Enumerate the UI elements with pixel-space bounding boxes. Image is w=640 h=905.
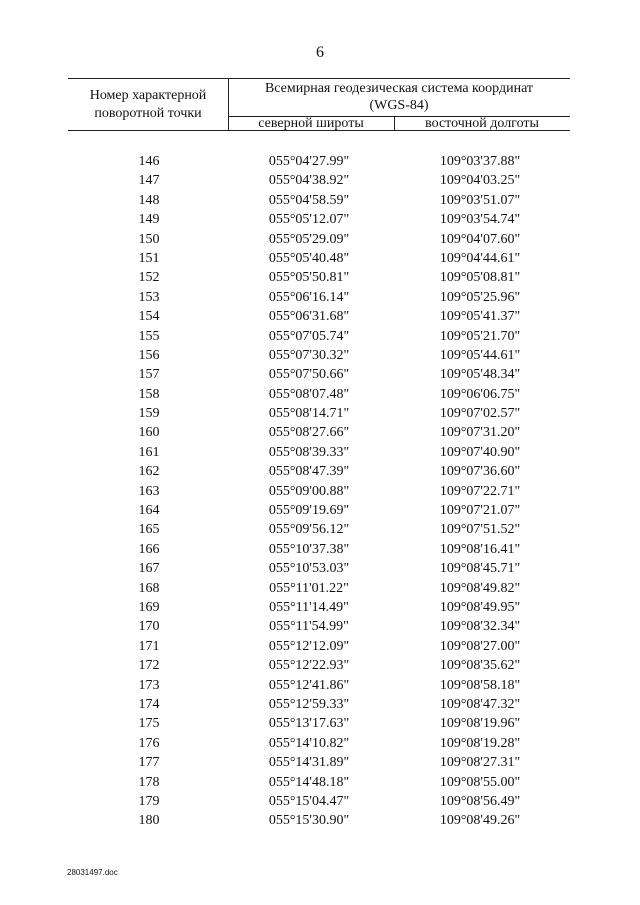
longitude-cell: 109°08'56.49" — [439, 793, 521, 809]
point-number-cell: 177 — [138, 755, 160, 771]
longitude-cell: 109°08'49.26" — [439, 813, 521, 829]
table-row — [0, 773, 640, 792]
table-row — [0, 404, 640, 423]
latitude-cell: 055°04'58.59" — [268, 192, 350, 208]
table-row — [0, 268, 640, 287]
point-number-column-header — [68, 87, 228, 123]
longitude-cell: 109°03'37.88" — [439, 154, 521, 169]
point-number-cell: 165 — [138, 522, 160, 538]
latitude-cell: 055°14'31.89" — [268, 755, 350, 771]
latitude-cell: 055°09'00.88" — [268, 483, 350, 499]
point-number-cell: 157 — [138, 367, 160, 383]
point-number-cell: 174 — [138, 696, 160, 712]
header-top-rule — [68, 78, 570, 79]
table-row — [0, 559, 640, 578]
latitude-cell: 055°09'56.12" — [268, 522, 350, 538]
table-row — [0, 501, 640, 520]
latitude-cell: 055°11'54.99" — [269, 619, 349, 635]
point-number-cell: 149 — [138, 212, 160, 228]
latitude-cell: 055°14'10.82" — [268, 735, 350, 751]
latitude-cell: 055°08'14.71" — [268, 406, 350, 422]
point-number-cell: 154 — [138, 309, 160, 325]
coordinate-system-header-line2: (WGS-84) — [369, 98, 429, 113]
table-header — [68, 78, 570, 132]
point-number-cell: 169 — [138, 599, 160, 615]
longitude-cell: 109°08'45.71" — [439, 561, 521, 577]
table-row — [0, 598, 640, 617]
longitude-cell: 109°08'19.28" — [439, 735, 521, 751]
table-row — [0, 462, 640, 481]
latitude-cell: 055°12'22.93" — [268, 658, 350, 674]
latitude-cell: 055°05'29.09" — [268, 231, 350, 247]
latitude-cell: 055°10'53.03" — [268, 561, 350, 577]
longitude-cell: 109°05'08.81" — [439, 270, 521, 286]
longitude-cell: 109°05'21.70" — [439, 328, 521, 344]
latitude-cell: 055°06'31.68" — [268, 309, 350, 325]
point-number-header-line1: Номер характерной — [89, 88, 207, 103]
longitude-cell: 109°07'36.60" — [439, 464, 521, 480]
latitude-cell: 055°07'30.32" — [268, 347, 350, 363]
point-number-cell: 156 — [138, 347, 160, 363]
latitude-column-header: северной широты — [258, 116, 364, 131]
longitude-cell: 109°08'16.41" — [439, 541, 521, 557]
longitude-cell: 109°06'06.75" — [439, 386, 521, 402]
table-row — [0, 656, 640, 675]
point-number-cell: 160 — [138, 425, 160, 441]
point-number-cell: 176 — [138, 735, 160, 751]
table-row — [0, 191, 640, 210]
document-filename: 28031497.doc — [67, 868, 118, 877]
longitude-cell: 109°07'22.71" — [439, 483, 521, 499]
latitude-cell: 055°11'01.22" — [269, 580, 349, 596]
longitude-cell: 109°07'02.57" — [439, 406, 521, 422]
point-number-cell: 180 — [138, 813, 160, 829]
table-row — [0, 307, 640, 326]
table-row — [0, 579, 640, 598]
point-number-cell: 175 — [138, 716, 160, 732]
point-number-cell: 158 — [138, 386, 160, 402]
latitude-cell: 055°08'27.66" — [268, 425, 350, 441]
longitude-cell: 109°04'44.61" — [439, 250, 521, 266]
table-row — [0, 520, 640, 539]
table-row — [0, 540, 640, 559]
latitude-cell: 055°15'30.90" — [268, 813, 350, 829]
longitude-cell: 109°07'31.20" — [439, 425, 521, 441]
longitude-cell: 109°05'48.34" — [439, 367, 521, 383]
latitude-cell: 055°07'05.74" — [268, 328, 350, 344]
longitude-cell: 109°05'41.37" — [439, 309, 521, 325]
longitude-cell: 109°03'51.07" — [439, 192, 521, 208]
table-row — [0, 171, 640, 190]
point-number-cell: 178 — [138, 774, 160, 790]
page-number: 6 — [316, 44, 324, 61]
point-number-cell: 173 — [138, 677, 160, 693]
point-number-cell: 155 — [138, 328, 160, 344]
latitude-cell: 055°08'39.33" — [268, 444, 350, 460]
table-row — [0, 714, 640, 733]
longitude-cell: 109°05'44.61" — [439, 347, 521, 363]
longitude-cell: 109°05'25.96" — [439, 289, 521, 305]
table-row — [0, 695, 640, 714]
latitude-cell: 055°05'40.48" — [268, 250, 350, 266]
point-number-cell: 163 — [138, 483, 160, 499]
coordinate-system-header-line1: Всемирная геодезическая система координат — [264, 81, 534, 96]
latitude-cell: 055°10'37.38" — [268, 541, 350, 557]
point-number-cell: 150 — [138, 231, 160, 247]
latitude-cell: 055°13'17.63" — [268, 716, 350, 732]
longitude-cell: 109°08'32.34" — [439, 619, 521, 635]
table-row — [0, 385, 640, 404]
table-row — [0, 327, 640, 346]
point-number-cell: 159 — [138, 406, 160, 422]
point-number-cell: 166 — [138, 541, 160, 557]
table-row — [0, 230, 640, 249]
point-number-cell: 151 — [138, 250, 160, 266]
longitude-cell: 109°08'27.31" — [439, 755, 521, 771]
point-number-cell: 162 — [138, 464, 160, 480]
latitude-cell: 055°11'14.49" — [269, 599, 349, 615]
table-row — [0, 365, 640, 384]
point-number-cell: 153 — [138, 289, 160, 305]
point-number-cell: 171 — [138, 638, 160, 654]
table-row — [0, 346, 640, 365]
table-row — [0, 423, 640, 442]
table-row — [0, 443, 640, 462]
point-number-cell: 172 — [138, 658, 160, 674]
point-number-cell: 148 — [138, 192, 160, 208]
point-number-cell: 147 — [138, 173, 160, 189]
latitude-cell: 055°04'38.92" — [268, 173, 350, 189]
longitude-cell: 109°08'49.95" — [439, 599, 521, 615]
longitude-cell: 109°08'47.32" — [439, 696, 521, 712]
latitude-cell: 055°08'07.48" — [268, 386, 350, 402]
longitude-cell: 109°08'55.00" — [439, 774, 521, 790]
table-row — [0, 811, 640, 830]
table-row — [0, 249, 640, 268]
latitude-cell: 055°04'27.99" — [268, 154, 350, 169]
latitude-cell: 055°06'16.14" — [268, 289, 350, 305]
longitude-cell: 109°07'51.52" — [439, 522, 521, 538]
point-number-cell: 179 — [138, 793, 160, 809]
point-number-cell: 164 — [138, 503, 160, 519]
longitude-cell: 109°08'49.82" — [439, 580, 521, 596]
latitude-cell: 055°14'48.18" — [268, 774, 350, 790]
point-number-cell: 168 — [138, 580, 160, 596]
longitude-cell: 109°08'27.00" — [439, 638, 521, 654]
longitude-cell: 109°03'54.74" — [439, 212, 521, 228]
table-row — [0, 482, 640, 501]
table-row — [0, 753, 640, 772]
table-row — [0, 676, 640, 695]
coordinate-table-body — [0, 152, 640, 831]
longitude-cell: 109°08'58.18" — [439, 677, 521, 693]
point-number-cell: 152 — [138, 270, 160, 286]
latitude-cell: 055°09'19.69" — [268, 503, 350, 519]
table-row — [0, 792, 640, 811]
coordinate-system-group-header — [228, 80, 570, 114]
table-row — [0, 637, 640, 656]
longitude-column-header: восточной долготы — [425, 116, 539, 131]
longitude-cell: 109°07'40.90" — [439, 444, 521, 460]
latitude-cell: 055°05'50.81" — [268, 270, 350, 286]
longitude-cell: 109°08'35.62" — [439, 658, 521, 674]
table-row — [0, 617, 640, 636]
longitude-cell: 109°07'21.07" — [439, 503, 521, 519]
point-number-cell: 146 — [138, 154, 160, 169]
longitude-cell: 109°04'03.25" — [439, 173, 521, 189]
latitude-cell: 055°05'12.07" — [268, 212, 350, 228]
point-number-cell: 167 — [138, 561, 160, 577]
table-row — [0, 734, 640, 753]
table-row — [0, 288, 640, 307]
longitude-cell: 109°08'19.96" — [439, 716, 521, 732]
table-row — [0, 152, 640, 171]
latitude-cell: 055°07'50.66" — [268, 367, 350, 383]
latitude-cell: 055°15'04.47" — [268, 793, 350, 809]
latitude-cell: 055°08'47.39" — [268, 464, 350, 480]
table-row — [0, 210, 640, 229]
latitude-cell: 055°12'41.86" — [268, 677, 350, 693]
point-number-header-line2: поворотной точки — [94, 106, 202, 121]
point-number-cell: 161 — [138, 444, 160, 460]
latitude-cell: 055°12'59.33" — [268, 696, 350, 712]
longitude-cell: 109°04'07.60" — [439, 231, 521, 247]
point-number-cell: 170 — [138, 619, 160, 635]
latitude-cell: 055°12'12.09" — [268, 638, 350, 654]
